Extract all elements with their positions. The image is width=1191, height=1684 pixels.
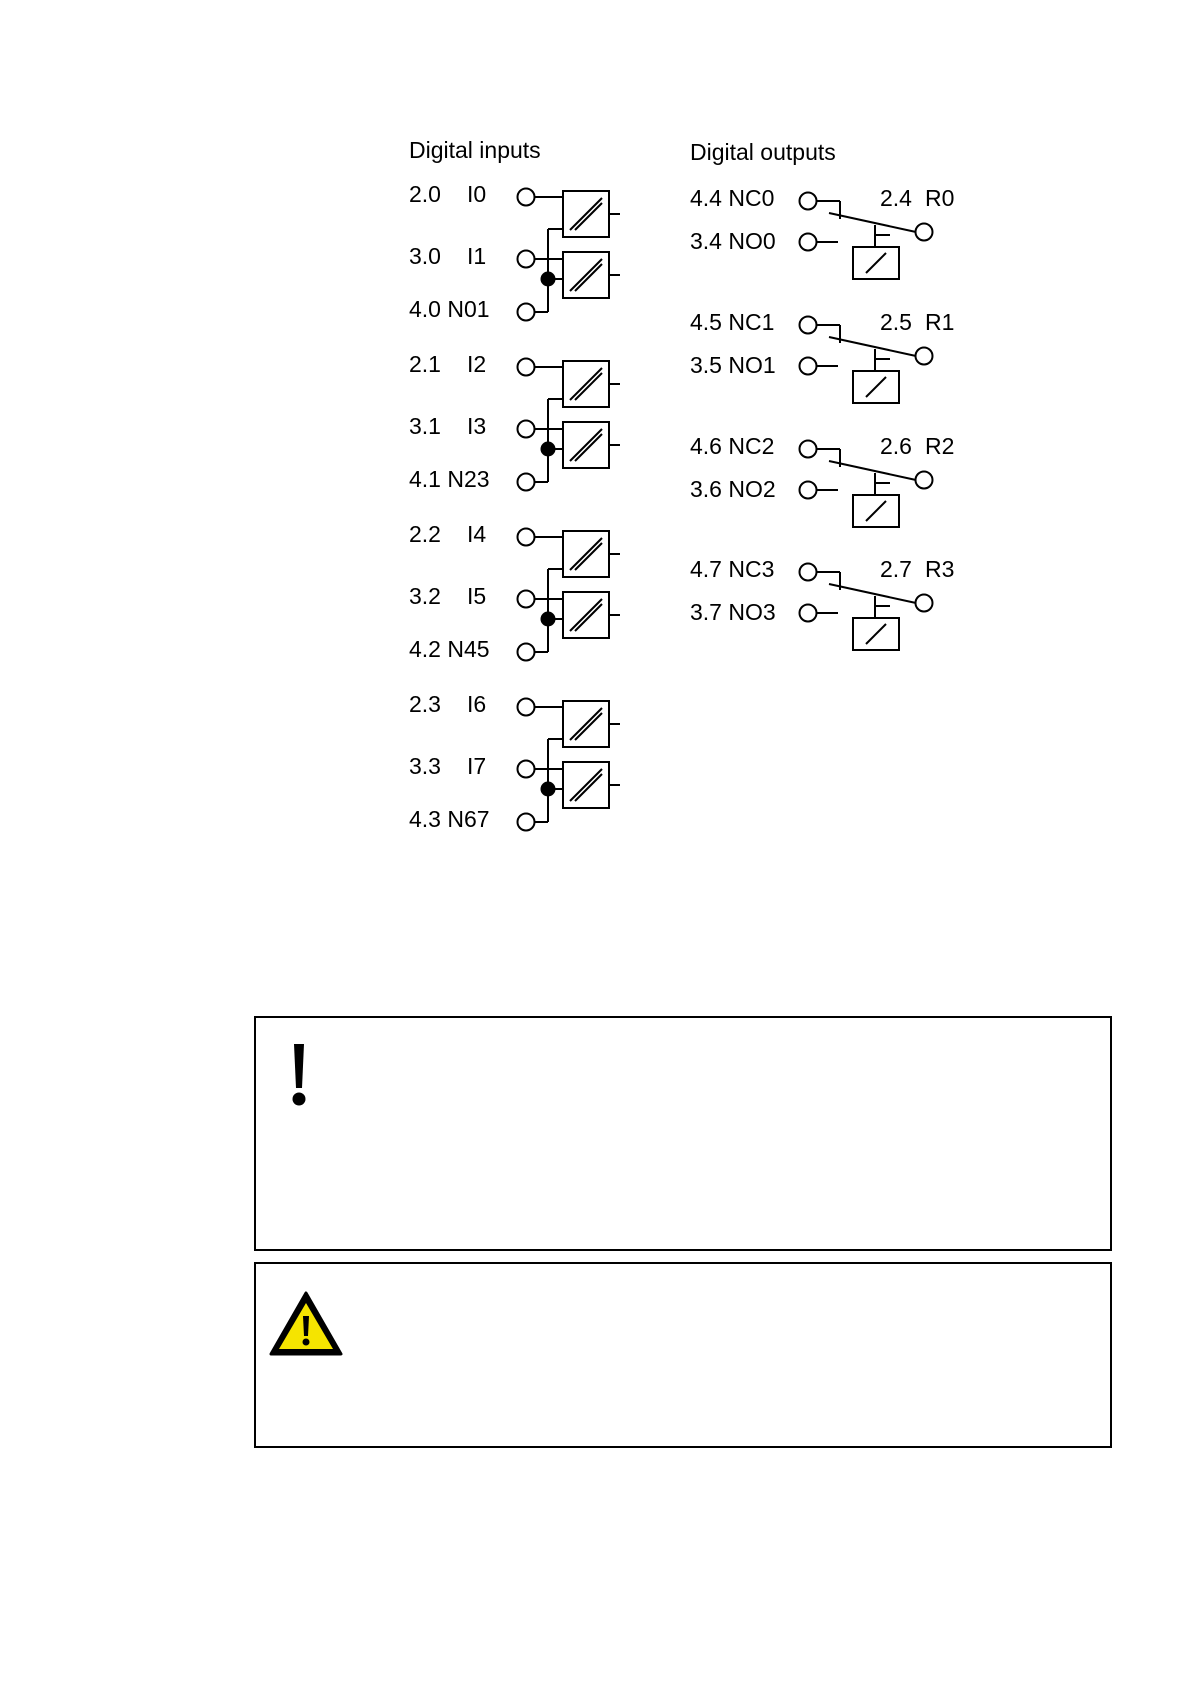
relay-nc-label: 4.4 NC0 bbox=[690, 185, 775, 212]
relay bbox=[690, 185, 954, 279]
input-terminal-number: 2.0 bbox=[409, 181, 441, 208]
common-terminal bbox=[518, 304, 535, 321]
input-terminal bbox=[518, 421, 535, 438]
relay-no-terminal bbox=[800, 234, 817, 251]
relay-com-terminal bbox=[916, 595, 933, 612]
relay-com-terminal-number: 2.4 bbox=[880, 185, 912, 212]
relay-switch-blade bbox=[829, 584, 916, 603]
input-terminal-number: 3.3 bbox=[409, 753, 441, 780]
input-terminal-number: 2.3 bbox=[409, 691, 441, 718]
common-terminal bbox=[518, 474, 535, 491]
digital-outputs-title: Digital outputs bbox=[690, 139, 836, 166]
input-name: I6 bbox=[467, 691, 487, 718]
relay-com-terminal-number: 2.5 bbox=[880, 309, 912, 336]
relay-no-label: 3.7 NO3 bbox=[690, 599, 776, 626]
common-terminal bbox=[518, 644, 535, 661]
relay-nc-terminal bbox=[800, 193, 817, 210]
input-terminal bbox=[518, 529, 535, 546]
relay-com-terminal-number: 2.7 bbox=[880, 556, 912, 583]
optocoupler bbox=[563, 191, 620, 237]
relay-switch-blade bbox=[829, 213, 916, 232]
junction-dot bbox=[542, 273, 555, 286]
relay-name: R2 bbox=[925, 433, 955, 460]
input-terminal bbox=[518, 251, 535, 268]
relay-no-label: 3.4 NO0 bbox=[690, 228, 776, 255]
relay-no-terminal bbox=[800, 358, 817, 375]
input-name: I7 bbox=[467, 753, 487, 780]
input-terminal-number: 2.1 bbox=[409, 351, 441, 378]
optocoupler bbox=[563, 701, 620, 747]
relay-no-label: 3.5 NO1 bbox=[690, 352, 776, 379]
input-common-label: 4.3 N67 bbox=[409, 806, 490, 833]
input-common-label: 4.0 N01 bbox=[409, 296, 490, 323]
input-name: I2 bbox=[467, 351, 487, 378]
optocoupler bbox=[563, 252, 620, 298]
relay-no-terminal bbox=[800, 482, 817, 499]
junction-dot bbox=[542, 613, 555, 626]
relay-no-label: 3.6 NO2 bbox=[690, 476, 776, 503]
input-terminal-number: 2.2 bbox=[409, 521, 441, 548]
relay-nc-label: 4.6 NC2 bbox=[690, 433, 775, 460]
warning-box bbox=[254, 1262, 1112, 1448]
digital-outputs-group bbox=[690, 185, 954, 650]
junction-dot bbox=[542, 443, 555, 456]
input-common-label: 4.2 N45 bbox=[409, 636, 490, 663]
relay-switch-blade bbox=[829, 337, 916, 356]
input-terminal-number: 3.0 bbox=[409, 243, 441, 270]
digital-inputs-group bbox=[409, 181, 620, 832]
input-name: I5 bbox=[467, 583, 487, 610]
digital-inputs-title: Digital inputs bbox=[409, 137, 541, 164]
relay-nc-terminal bbox=[800, 564, 817, 581]
relay-com-terminal bbox=[916, 348, 933, 365]
relay-no-terminal bbox=[800, 605, 817, 622]
input-group bbox=[409, 521, 620, 662]
optocoupler bbox=[563, 592, 620, 638]
input-terminal bbox=[518, 591, 535, 608]
input-group bbox=[409, 351, 620, 492]
relay-nc-label: 4.5 NC1 bbox=[690, 309, 775, 336]
relay-switch-blade bbox=[829, 461, 916, 480]
optocoupler bbox=[563, 422, 620, 468]
optocoupler bbox=[563, 531, 620, 577]
input-name: I0 bbox=[467, 181, 487, 208]
common-terminal bbox=[518, 814, 535, 831]
relay-name: R0 bbox=[925, 185, 955, 212]
relay-com-terminal bbox=[916, 224, 933, 241]
relay bbox=[690, 433, 954, 527]
warning-triangle-icon bbox=[268, 1290, 344, 1358]
relay-com-terminal-number: 2.6 bbox=[880, 433, 912, 460]
optocoupler bbox=[563, 762, 620, 808]
exclamation-icon bbox=[292, 1042, 306, 1108]
input-terminal bbox=[518, 699, 535, 716]
relay-nc-terminal bbox=[800, 317, 817, 334]
input-name: I1 bbox=[467, 243, 487, 270]
junction-dot bbox=[542, 783, 555, 796]
input-terminal bbox=[518, 189, 535, 206]
input-group bbox=[409, 691, 620, 832]
input-group bbox=[409, 181, 620, 322]
input-common-label: 4.1 N23 bbox=[409, 466, 490, 493]
relay-name: R3 bbox=[925, 556, 955, 583]
optocoupler bbox=[563, 361, 620, 407]
input-terminal-number: 3.2 bbox=[409, 583, 441, 610]
relay bbox=[690, 309, 954, 403]
relay-nc-terminal bbox=[800, 441, 817, 458]
input-terminal bbox=[518, 359, 535, 376]
input-name: I4 bbox=[467, 521, 487, 548]
input-name: I3 bbox=[467, 413, 487, 440]
relay-name: R1 bbox=[925, 309, 955, 336]
relay bbox=[690, 556, 954, 650]
relay-nc-label: 4.7 NC3 bbox=[690, 556, 775, 583]
input-terminal-number: 3.1 bbox=[409, 413, 441, 440]
input-terminal bbox=[518, 761, 535, 778]
relay-com-terminal bbox=[916, 472, 933, 489]
note-box bbox=[254, 1016, 1112, 1251]
